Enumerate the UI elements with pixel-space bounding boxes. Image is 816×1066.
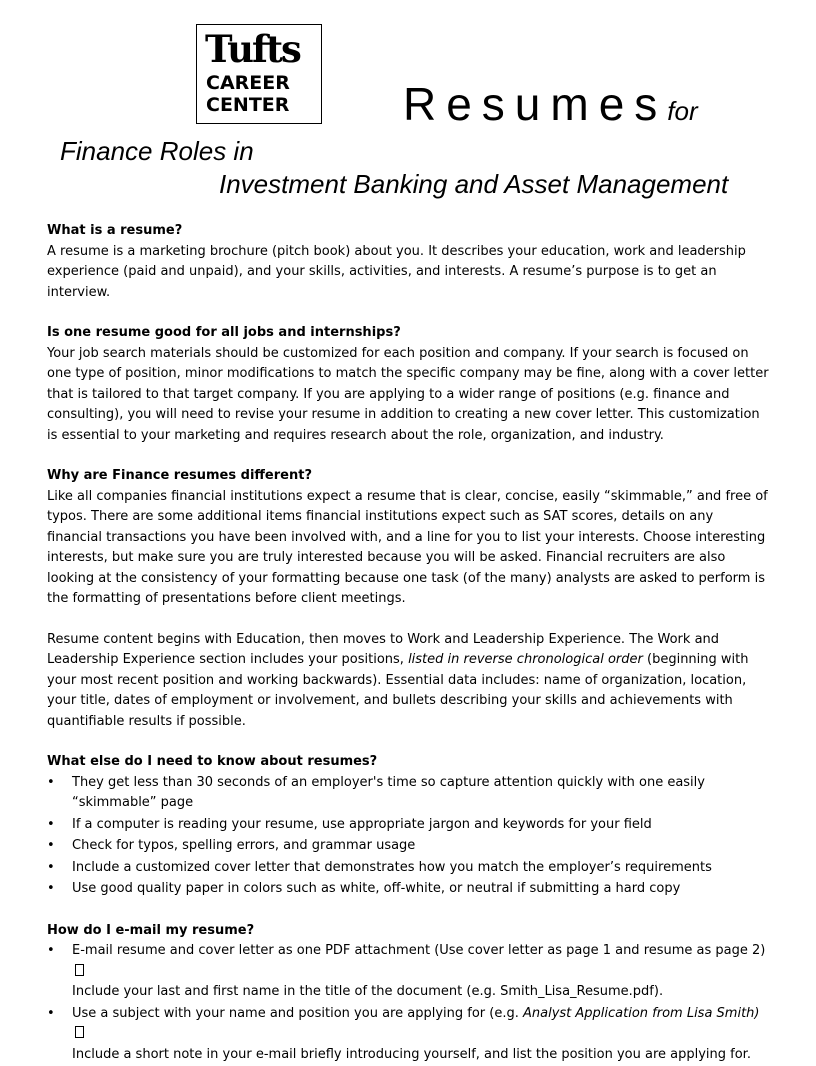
reverse-chronological-emphasis: listed in reverse chronological order — [408, 652, 643, 667]
logo-career-text: CAREER — [206, 72, 290, 94]
tufts-career-center-logo — [196, 24, 322, 124]
list-item: • Include a customized cover letter that demonstrates how you match the employer’s requirements — [47, 858, 769, 879]
bullet-icon: • — [47, 1005, 55, 1021]
logo-center-text: CENTER — [206, 94, 290, 116]
list-item: • Use good quality paper in colors such as white, off-white, or neutral if submitting a hard copy — [47, 879, 769, 900]
subtitle-line-2: Investment Banking and Asset Management — [219, 169, 729, 199]
logo-tufts-text: Tufts — [205, 27, 300, 71]
bullet-icon: • — [47, 774, 55, 790]
subtitle-line-1: Finance Roles in — [60, 136, 254, 166]
paragraph-one-resume: Your job search materials should be customized for each position and company. If your search is focused on one type of position, minor modifications to match the specific company may be fine, along with a cover letter that is tailored to that target company. If you are applying to a wider range of positions (e.g. finance and consulting), you will need to revise your resume in addition to creating a new cover letter. This customization is essential to your marketing and requires research about the role, organization, and industry. — [47, 345, 769, 443]
missing-glyph-icon — [75, 1026, 84, 1038]
list-item: • Use a subject with your name and position you are applying for (e.g. Analyst Application from Lisa Smith) Include a short note in your e-mail briefly introducing yourself, and list the position you are applying for. — [47, 1005, 760, 1062]
document-body — [47, 221, 769, 1066]
bullet-icon: • — [47, 838, 55, 853]
list-item: • E-mail resume and cover letter as one PDF attachment (Use cover letter as page 1 and resume as page 2) Include your last and first name in the title of the document (e.g. Smith_Lisa_Resume.pdf). — [47, 943, 766, 999]
list-item: • They get less than 30 seconds of an employer's time so capture attention quickly with one easily “skimmable” page — [47, 774, 705, 810]
list-item: • If a computer is reading your resume, use appropriate jargon and keywords for your field — [47, 815, 769, 836]
bullet-icon: • — [47, 943, 55, 958]
heading-email-resume: How do I e-mail my resume? — [47, 922, 255, 938]
heading-one-resume: Is one resume good for all jobs and internships? — [47, 325, 401, 340]
bullet-icon: • — [47, 881, 55, 896]
bullet-icon: • — [47, 816, 55, 832]
what-else-list — [47, 773, 769, 900]
paragraph-what-is-resume: A resume is a marketing brochure (pitch book) about you. It describes your education, work and leadership experience (paid and unpaid), and your skills, activities, and interests. A resume’s purpose is to get an interview. — [47, 243, 746, 300]
paragraph-why-different: Like all companies financial institutions expect a resume that is clear, concise, easily “skimmable,” and free of typos. There are some additional items financial institutions expect such as SAT scores, details on any financial transactions you have been involved with, and a line for you to list your interests. Choose interesting interests, but make sure you are truly interested because you will be asked. Financial recruiters are also looking at the consistency of your formatting because one task (of the many) analysts are asked to perform is the formatting of presentations before client meetings. — [47, 488, 768, 606]
title-suffix: for — [667, 96, 698, 126]
heading-why-different: Why are Finance resumes different? — [47, 468, 312, 483]
paragraph-resume-content: Resume content begins with Education, then moves to Work and Leadership Experience. The Work and Leadership Experience section includes your positions, listed in reverse chronological order (beginning with your most recent position and working backwards). Essential data includes: name of organization, location, your title, dates of employment or involvement, and bullets describing your skills and achievements with quantifiable results if possible. — [47, 631, 749, 729]
email-list — [47, 941, 769, 1065]
heading-what-else: What else do I need to know about resumes? — [47, 754, 378, 769]
bullet-icon: • — [47, 859, 55, 875]
list-item: • Check for typos, spelling errors, and grammar usage — [47, 836, 769, 857]
heading-what-is-resume: What is a resume? — [47, 223, 183, 238]
page-title — [403, 78, 698, 137]
title-main: Resumes — [403, 78, 668, 130]
missing-glyph-icon — [75, 964, 84, 976]
